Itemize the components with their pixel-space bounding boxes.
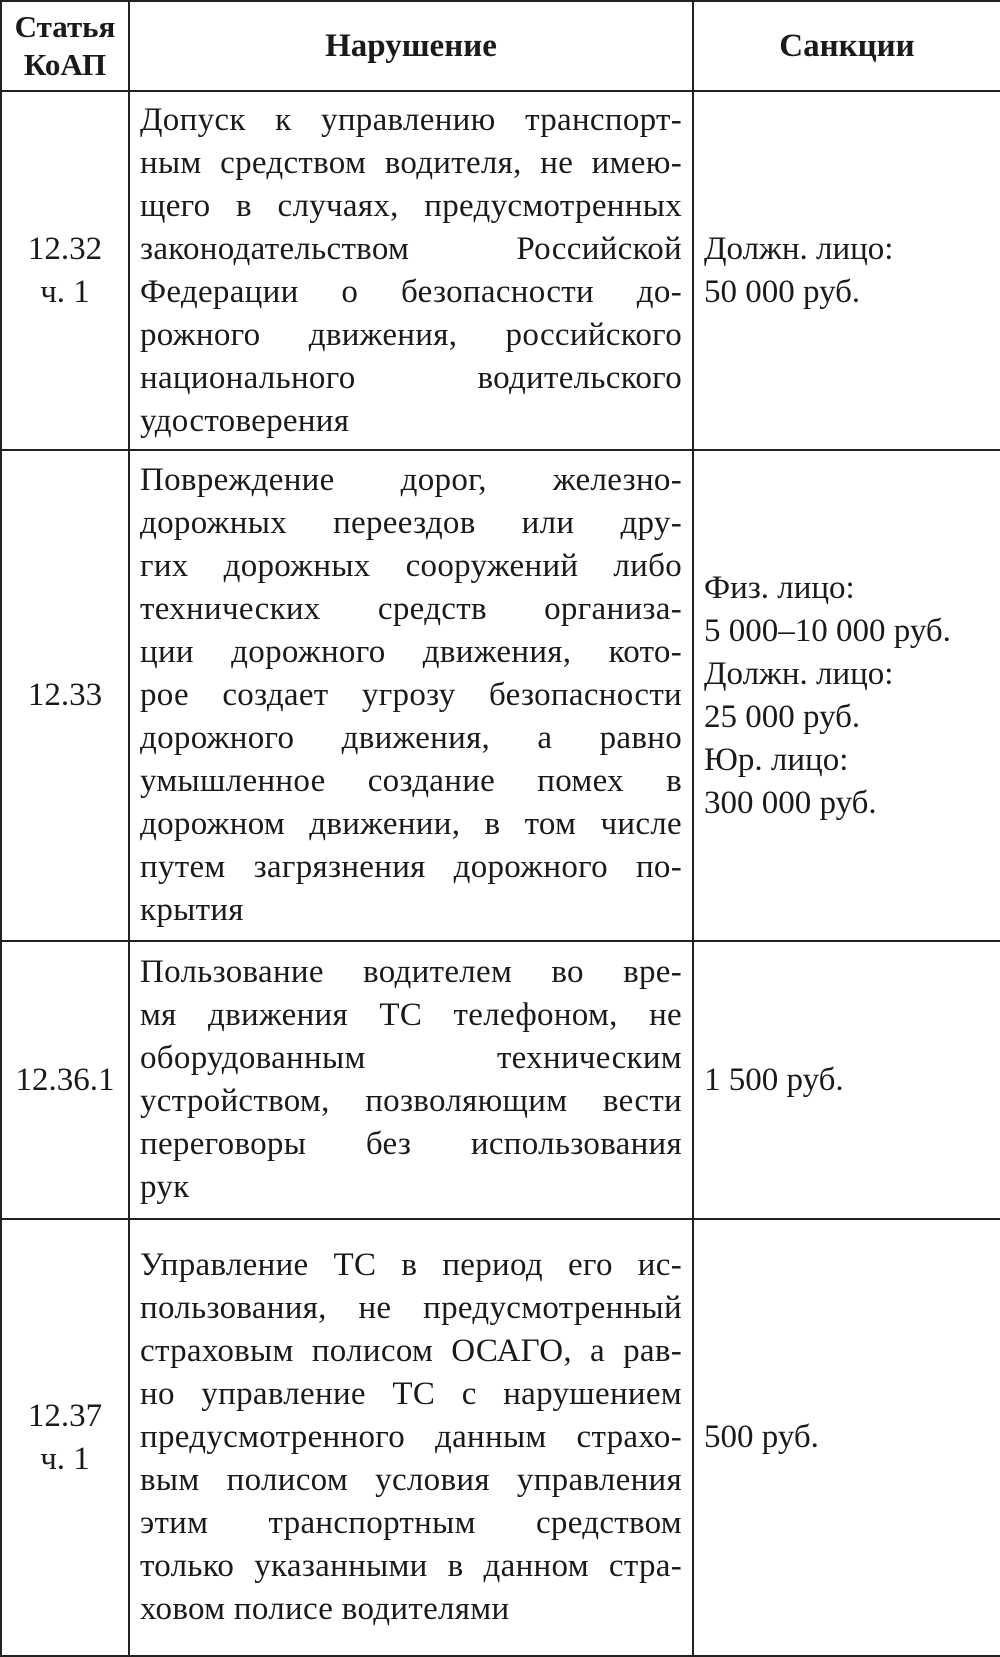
article-line: ч. 1 — [40, 1440, 90, 1477]
violation-line: ным средством водителя, не имею- — [140, 144, 682, 181]
table-row — [1, 450, 1000, 941]
violation-line: устройством, позволяющим вести — [140, 1083, 682, 1119]
violation-cell — [129, 450, 693, 941]
violation-line: Допуск к управлению транспорт- — [140, 101, 682, 138]
article-line: 12.32 — [27, 230, 103, 267]
violation-line: Федерации о безопасности до- — [140, 273, 682, 310]
violation-line: страховым полисом ОСАГО, а рав- — [140, 1333, 682, 1369]
article-line: 12.36.1 — [15, 1061, 115, 1098]
violation-line: рожного движения, российского — [140, 316, 682, 353]
sanction-line: Юр. лицо: — [704, 741, 849, 778]
article-cell — [1, 450, 129, 941]
violation-line: законодательством Российской — [140, 230, 682, 267]
table-row — [1, 941, 1000, 1219]
header-row — [1, 1, 1000, 91]
violation-line: пользования, не предусмотренный — [140, 1290, 682, 1326]
violation-line: ции дорожного движения, кото- — [140, 634, 682, 670]
violation-line: рое создает угрозу безопасности — [140, 677, 682, 713]
violation-line: умышленное создание помех в — [140, 763, 682, 799]
sanction-line: 300 000 руб. — [704, 784, 877, 821]
violation-line: технических средств организа- — [140, 591, 682, 627]
violation-line: дорожном движении, в том числе — [140, 806, 682, 842]
violation-cell — [129, 91, 693, 450]
violation-line: Пользование водителем во вре- — [140, 954, 682, 990]
violation-line: Повреждение дорог, железно- — [140, 462, 682, 498]
violation-line: Управление ТС в период его ис- — [140, 1247, 682, 1283]
sanction-line: 500 руб. — [704, 1419, 819, 1455]
violation-line: дорожного движения, а равно — [140, 720, 682, 756]
article-line: 12.37 — [27, 1397, 103, 1434]
table-row — [1, 1219, 1000, 1656]
violation-line: гих дорожных сооружений либо — [140, 548, 682, 584]
article-cell — [1, 941, 129, 1219]
sanction-line: 50 000 руб. — [704, 273, 861, 310]
sanction-line: Физ. лицо: — [704, 569, 855, 606]
article-cell — [1, 91, 129, 450]
violation-line: рук — [140, 1169, 190, 1205]
article-line: 12.33 — [27, 677, 103, 713]
violation-line: удостоверения — [140, 402, 350, 439]
header-violation: Нарушение — [129, 1, 693, 91]
violation-line: вым полисом условия управления — [140, 1462, 682, 1498]
violation-line: оборудованным техническим — [140, 1040, 682, 1076]
violation-cell — [129, 1219, 693, 1656]
sanctions-cell — [693, 1219, 1000, 1656]
violation-line: путем загрязнения дорожного по- — [140, 849, 682, 885]
header-sanctions: Санкции — [693, 1, 1000, 91]
header-article — [1, 1, 129, 91]
violation-line: национального водительского — [140, 359, 682, 396]
header-article-line: КоАП — [23, 47, 107, 82]
violation-line: этим транспортным средством — [140, 1505, 682, 1541]
violation-line: предусмотренного данным страхо- — [140, 1419, 682, 1455]
violation-line: мя движения ТС телефоном, не — [140, 997, 682, 1033]
violation-line: крытия — [140, 892, 244, 928]
violation-line: только указанными в данном стра- — [140, 1548, 682, 1584]
violation-cell — [129, 941, 693, 1219]
sanction-line: 1 500 руб. — [704, 1061, 844, 1098]
sanction-line: Должн. лицо: — [704, 230, 894, 267]
article-cell — [1, 1219, 129, 1656]
sanctions-cell — [693, 91, 1000, 450]
table-row — [1, 91, 1000, 450]
violation-line: щего в случаях, предусмотренных — [140, 187, 682, 224]
sanction-line: Должн. лицо: — [704, 655, 894, 692]
header-article-line: Статья — [14, 9, 116, 44]
violation-line: ховом полисе водителями — [140, 1591, 510, 1627]
article-line: ч. 1 — [40, 273, 90, 310]
violation-line: дорожных переездов или дру- — [140, 505, 682, 541]
sanctions-cell — [693, 450, 1000, 941]
violation-line: но управление ТС с нарушением — [140, 1376, 682, 1412]
sanctions-cell — [693, 941, 1000, 1219]
sanction-line: 25 000 руб. — [704, 698, 861, 735]
violation-line: переговоры без использования — [140, 1126, 682, 1162]
sanction-line: 5 000–10 000 руб. — [704, 612, 951, 649]
